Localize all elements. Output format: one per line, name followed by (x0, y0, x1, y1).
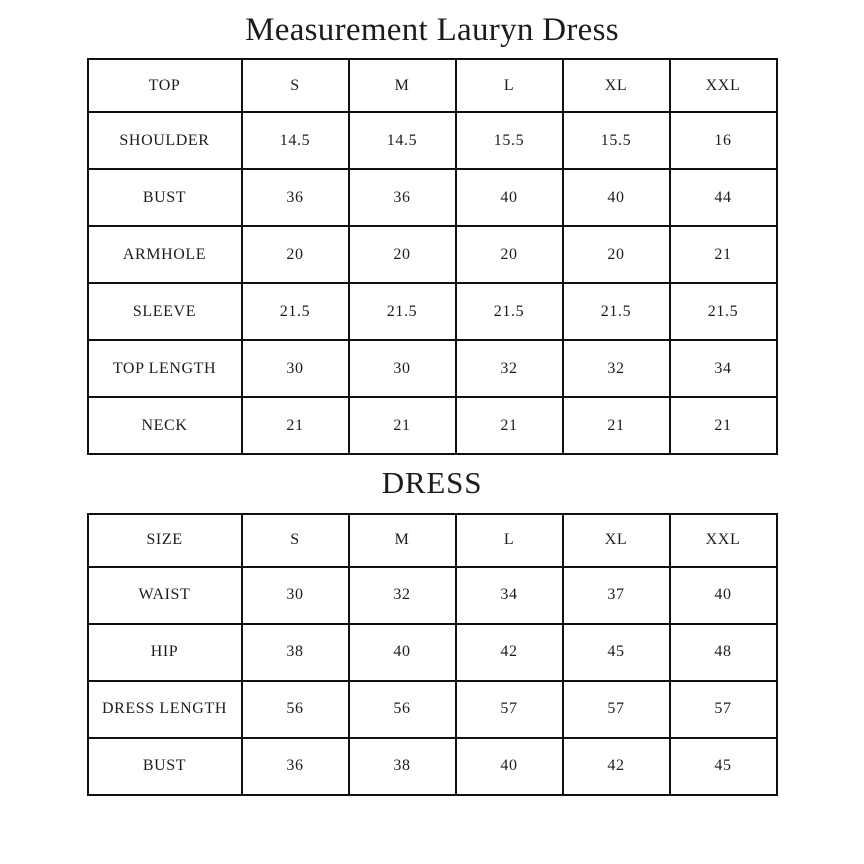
measurement-value: 38 (242, 624, 349, 681)
row-label: SLEEVE (88, 283, 242, 340)
column-header: XXL (670, 514, 777, 567)
table-row (88, 397, 777, 454)
measurement-value: 42 (456, 624, 563, 681)
measurement-value: 21.5 (670, 283, 777, 340)
column-header: M (349, 59, 456, 112)
row-label: ARMHOLE (88, 226, 242, 283)
table-header-row (88, 59, 777, 112)
measurement-value: 40 (349, 624, 456, 681)
column-header: S (242, 59, 349, 112)
measurement-value: 38 (349, 738, 456, 795)
row-label: WAIST (88, 567, 242, 624)
measurement-value: 20 (349, 226, 456, 283)
measurement-value: 21.5 (456, 283, 563, 340)
row-label: DRESS LENGTH (88, 681, 242, 738)
measurement-value: 20 (242, 226, 349, 283)
row-label: BUST (88, 738, 242, 795)
dress-measurement-table (87, 513, 778, 796)
measurement-value: 45 (670, 738, 777, 795)
corner-header-cell: TOP (88, 59, 242, 112)
table-row (88, 340, 777, 397)
measurement-value: 32 (563, 340, 670, 397)
column-header: S (242, 514, 349, 567)
dress-section-title: DRESS (381, 465, 483, 501)
column-header: XL (563, 514, 670, 567)
measurement-value: 56 (242, 681, 349, 738)
measurement-value: 16 (670, 112, 777, 169)
row-label: BUST (88, 169, 242, 226)
measurement-value: 37 (563, 567, 670, 624)
measurement-value: 21 (670, 397, 777, 454)
measurement-value: 32 (456, 340, 563, 397)
row-label: TOP LENGTH (88, 340, 242, 397)
table-row (88, 738, 777, 795)
column-header: XXL (670, 59, 777, 112)
measurement-value: 34 (670, 340, 777, 397)
measurement-value: 36 (242, 738, 349, 795)
measurement-value: 21.5 (563, 283, 670, 340)
measurement-value: 42 (563, 738, 670, 795)
measurement-value: 30 (242, 340, 349, 397)
measurement-value: 21.5 (349, 283, 456, 340)
measurement-value: 32 (349, 567, 456, 624)
measurement-value: 30 (349, 340, 456, 397)
measurement-value: 21 (670, 226, 777, 283)
measurement-value: 36 (242, 169, 349, 226)
table-row (88, 567, 777, 624)
column-header: M (349, 514, 456, 567)
corner-header-cell: SIZE (88, 514, 242, 567)
table-row (88, 169, 777, 226)
measurement-value: 48 (670, 624, 777, 681)
row-label: SHOULDER (88, 112, 242, 169)
table-row (88, 283, 777, 340)
measurement-value: 40 (456, 738, 563, 795)
column-header: L (456, 59, 563, 112)
measurement-value: 57 (670, 681, 777, 738)
measurement-value: 20 (563, 226, 670, 283)
measurement-value: 15.5 (563, 112, 670, 169)
measurement-value: 21 (563, 397, 670, 454)
measurement-value: 57 (456, 681, 563, 738)
measurement-value: 40 (670, 567, 777, 624)
table-header-row (88, 514, 777, 567)
measurement-value: 36 (349, 169, 456, 226)
table-row (88, 112, 777, 169)
table-row (88, 624, 777, 681)
top-measurement-table (87, 58, 778, 455)
measurement-value: 14.5 (242, 112, 349, 169)
row-label: NECK (88, 397, 242, 454)
table-row (88, 226, 777, 283)
page-title: Measurement Lauryn Dress (245, 12, 619, 48)
measurement-value: 57 (563, 681, 670, 738)
measurement-value: 14.5 (349, 112, 456, 169)
measurement-value: 40 (563, 169, 670, 226)
measurement-value: 44 (670, 169, 777, 226)
row-label: HIP (88, 624, 242, 681)
measurement-value: 21 (242, 397, 349, 454)
measurement-value: 30 (242, 567, 349, 624)
measurement-value: 45 (563, 624, 670, 681)
measurement-value: 20 (456, 226, 563, 283)
measurement-value: 21 (349, 397, 456, 454)
measurement-value: 21 (456, 397, 563, 454)
table-row (88, 681, 777, 738)
column-header: XL (563, 59, 670, 112)
measurement-value: 34 (456, 567, 563, 624)
measurement-value: 40 (456, 169, 563, 226)
column-header: L (456, 514, 563, 567)
measurement-value: 21.5 (242, 283, 349, 340)
measurement-value: 15.5 (456, 112, 563, 169)
measurement-value: 56 (349, 681, 456, 738)
